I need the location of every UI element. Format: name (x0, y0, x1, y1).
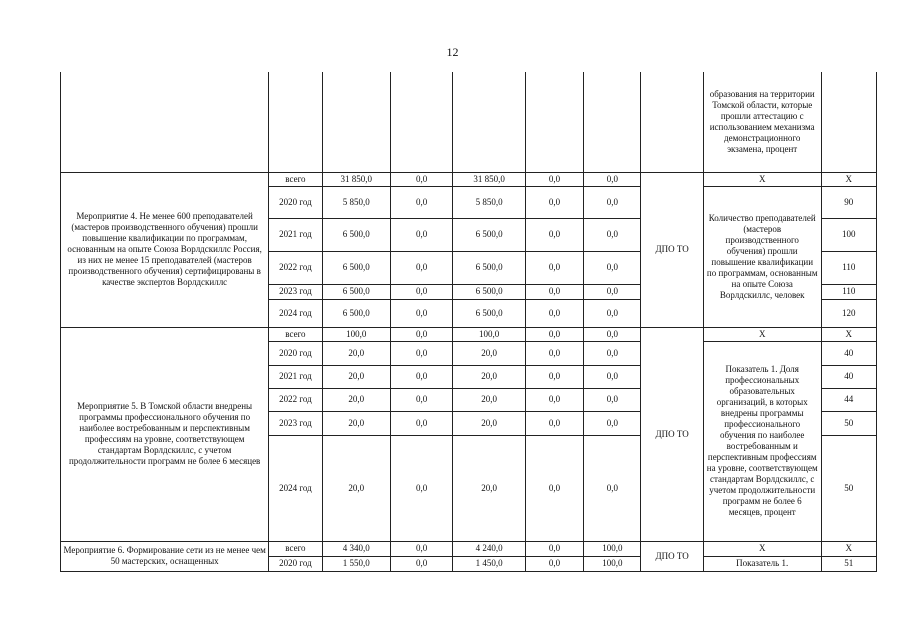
amount-cell: 0,0 (584, 251, 641, 284)
amount-cell: 0,0 (525, 284, 583, 299)
total-cell: 20,0 (322, 435, 390, 541)
amount-cell: 20,0 (453, 388, 525, 411)
amount-cell: 0,0 (584, 435, 641, 541)
amount-cell: 0,0 (584, 341, 641, 365)
amount-cell: 0,0 (390, 327, 452, 341)
amount-cell: 31 850,0 (453, 172, 525, 186)
year-cell: всего (269, 172, 322, 186)
amount-cell: 0,0 (390, 341, 452, 365)
amount-cell: 0,0 (584, 388, 641, 411)
amount-cell: 0,0 (584, 186, 641, 218)
year-cell: 2020 год (269, 186, 322, 218)
measure-description: Мероприятие 4. Не менее 600 преподавателей (мастеров производственного обучения) прошли повышение квалификации по программам, основанным на опыте Союза Ворлдскиллс Россия, из них не менее 15 преподавателей (мастеров производственного обучения) сертифицированы в качестве экспертов Ворлдскиллс (61, 172, 269, 327)
amount-cell: 0,0 (525, 172, 583, 186)
value-cell: 110 (821, 251, 876, 284)
amount-cell: 0,0 (525, 299, 583, 327)
year-cell: 2024 год (269, 435, 322, 541)
value-cell: 50 (821, 435, 876, 541)
total-cell: 100,0 (322, 327, 390, 341)
amount-cell: 0,0 (584, 218, 641, 251)
year-cell: 2023 год (269, 411, 322, 435)
amount-cell: 0,0 (390, 435, 452, 541)
amount-cell: 0,0 (390, 556, 452, 571)
amount-cell: 20,0 (453, 411, 525, 435)
amount-cell: 0,0 (525, 186, 583, 218)
value-cell: Х (821, 541, 876, 556)
amount-cell: 0,0 (525, 556, 583, 571)
amount-cell: 20,0 (453, 435, 525, 541)
value-cell: 51 (821, 556, 876, 571)
amount-cell: 0,0 (525, 388, 583, 411)
value-cell: 40 (821, 341, 876, 365)
amount-cell: 6 500,0 (453, 284, 525, 299)
amount-cell: 100,0 (584, 556, 641, 571)
value-cell: 44 (821, 388, 876, 411)
value-cell: Х (821, 172, 876, 186)
year-cell: 2021 год (269, 218, 322, 251)
value-cell: 120 (821, 299, 876, 327)
page-number: 12 (446, 45, 459, 59)
amount-cell: 0,0 (390, 411, 452, 435)
amount-cell: 0,0 (525, 541, 583, 556)
total-cell: 5 850,0 (322, 186, 390, 218)
amount-cell: 1 450,0 (453, 556, 525, 571)
year-cell: 2024 год (269, 299, 322, 327)
indicator-cell: образования на территории Томской области, которые прошли аттестацию с использованием механизма демонстрационного экзамена, процент (703, 72, 821, 172)
total-cell: 31 850,0 (322, 172, 390, 186)
amount-cell: 100,0 (453, 327, 525, 341)
amount-cell: 6 500,0 (453, 299, 525, 327)
amount-cell: 0,0 (525, 365, 583, 388)
amount-cell: 0,0 (390, 186, 452, 218)
executor-cell: ДПО ТО (641, 541, 703, 571)
amount-cell: 100,0 (584, 541, 641, 556)
amount-cell: 6 500,0 (453, 251, 525, 284)
total-cell: 20,0 (322, 411, 390, 435)
amount-cell: 6 500,0 (453, 218, 525, 251)
year-cell: 2022 год (269, 251, 322, 284)
value-cell: 110 (821, 284, 876, 299)
table-row (61, 327, 877, 341)
executor-cell: ДПО ТО (641, 172, 703, 327)
amount-cell: 20,0 (453, 365, 525, 388)
amount-cell: 0,0 (390, 365, 452, 388)
value-cell: 40 (821, 365, 876, 388)
value-cell: Х (821, 327, 876, 341)
year-cell: 2020 год (269, 341, 322, 365)
amount-cell: 0,0 (584, 299, 641, 327)
indicator-cell: Количество преподавателей (мастеров производственного обучения) прошли повышение квалификации по программам, основанным на опыте Союза Ворлдскиллс, человек (703, 186, 821, 327)
total-cell: 6 500,0 (322, 299, 390, 327)
executor-cell: ДПО ТО (641, 327, 703, 541)
amount-cell: 0,0 (525, 251, 583, 284)
total-cell: 6 500,0 (322, 218, 390, 251)
amount-cell: 0,0 (525, 218, 583, 251)
indicator-x: Х (703, 172, 821, 186)
total-cell: 1 550,0 (322, 556, 390, 571)
year-cell: 2022 год (269, 388, 322, 411)
value-cell: 100 (821, 218, 876, 251)
amount-cell: 0,0 (390, 541, 452, 556)
amount-cell: 0,0 (584, 284, 641, 299)
year-cell: 2023 год (269, 284, 322, 299)
year-cell: 2020 год (269, 556, 322, 571)
total-cell: 20,0 (322, 365, 390, 388)
year-cell: всего (269, 541, 322, 556)
amount-cell: 0,0 (584, 365, 641, 388)
year-cell: всего (269, 327, 322, 341)
indicator-cell: Показатель 1. Доля профессиональных образовательных организаций, в которых внедрены программы профессионального обучения по наиболее востребованным и перспективным профессиям на уровне, соответствующем стандартам Ворлдскиллс, с учетом продолжительности программ не более 6 месяцев, процент (703, 341, 821, 541)
amount-cell: 0,0 (525, 341, 583, 365)
total-cell: 20,0 (322, 388, 390, 411)
amount-cell: 0,0 (525, 411, 583, 435)
total-cell: 6 500,0 (322, 284, 390, 299)
table-row (61, 541, 877, 556)
amount-cell: 0,0 (525, 435, 583, 541)
amount-cell: 0,0 (525, 327, 583, 341)
indicator-x: Х (703, 327, 821, 341)
amount-cell: 0,0 (390, 251, 452, 284)
amount-cell: 5 850,0 (453, 186, 525, 218)
budget-table (60, 72, 877, 572)
amount-cell: 0,0 (390, 284, 452, 299)
total-cell: 6 500,0 (322, 251, 390, 284)
total-cell: 20,0 (322, 341, 390, 365)
value-cell: 90 (821, 186, 876, 218)
amount-cell: 0,0 (584, 327, 641, 341)
amount-cell: 0,0 (584, 172, 641, 186)
amount-cell: 0,0 (390, 172, 452, 186)
value-cell: 50 (821, 411, 876, 435)
indicator-x: Х (703, 541, 821, 556)
measure-description: Мероприятие 6. Формирование сети из не менее чем 50 мастерских, оснащенных (61, 541, 269, 571)
year-cell: 2021 год (269, 365, 322, 388)
indicator-cell: Показатель 1. (703, 556, 821, 571)
total-cell: 4 340,0 (322, 541, 390, 556)
measure-description: Мероприятие 5. В Томской области внедрены программы профессионального обучения по наиболее востребованным и перспективным профессиям на уровне, соответствующем стандартам Ворлдскиллс, с учетом продолжительности программ не более 6 месяцев (61, 327, 269, 541)
amount-cell: 0,0 (390, 388, 452, 411)
amount-cell: 0,0 (584, 411, 641, 435)
amount-cell: 0,0 (390, 218, 452, 251)
amount-cell: 4 240,0 (453, 541, 525, 556)
amount-cell: 20,0 (453, 341, 525, 365)
amount-cell: 0,0 (390, 299, 452, 327)
table-row (61, 172, 877, 186)
continuation-row (61, 72, 877, 172)
